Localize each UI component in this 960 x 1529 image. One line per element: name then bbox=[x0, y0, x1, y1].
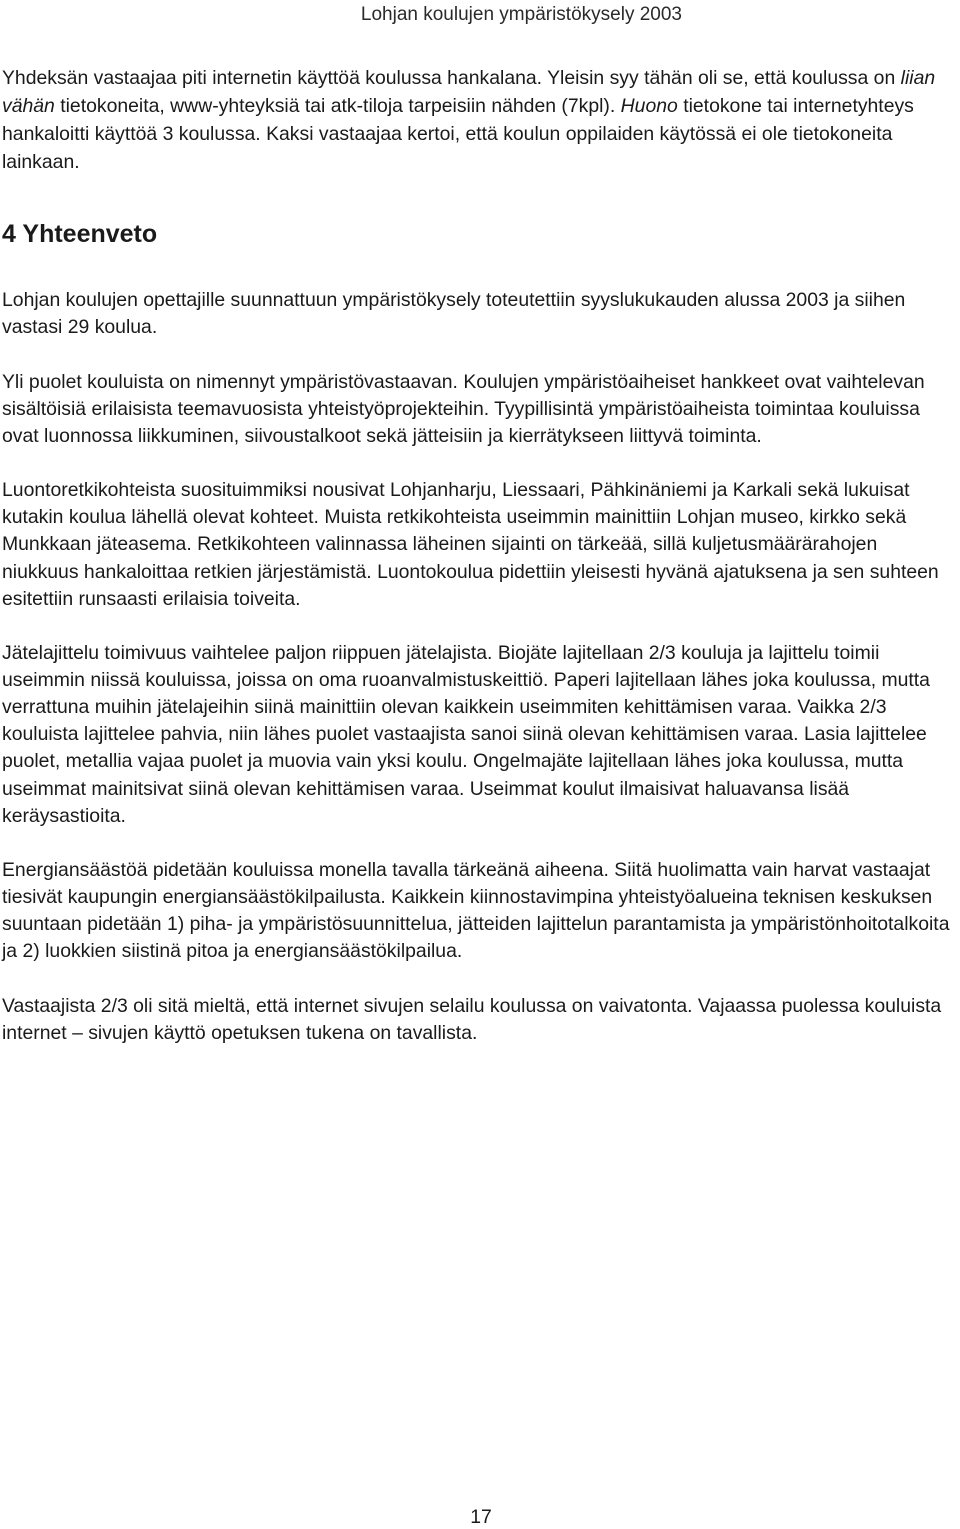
intro-text-3: tietokone tai internetyhteys hankaloitti käyttöä 3 koulussa. Kaksi vastaajaa kertoi, että koulun oppilaiden käytössä ei ole tietokoneita lainkaan. bbox=[2, 95, 914, 173]
summary-paragraph-2: Yli puolet kouluista on nimennyt ympäristövastaavan. Koulujen ympäristöaiheiset hankkeet ovat vaihtelevan sisältöisiä erilaisista teemavuosista yhteistyöprojekteihin. Tyypillisintä ympäristöaiheista toimintaa kouluissa ovat luonnossa liikkuminen, siivoustalkoot sekä jätteisiin ja kierrätykseen liittyvä toiminta. bbox=[2, 370, 925, 447]
intro-paragraph bbox=[2, 64, 952, 176]
intro-text-1: Yhdeksän vastaajaa piti internetin käyttöä koulussa hankalana. Yleisin syy tähän oli se, että koulussa on bbox=[2, 67, 901, 89]
page-number bbox=[0, 1506, 960, 1528]
intro-text-2: tietokoneita, www-yhteyksiä tai atk-tiloja tarpeisiin nähden (7kpl). bbox=[54, 95, 621, 117]
summary-paragraph-6: Vastaajista 2/3 oli sitä mieltä, että internet sivujen selailu koulussa on vaivatonta. Vajaassa puolessa kouluista internet – sivujen käyttö opetuksen tukena on tavallista. bbox=[2, 994, 942, 1045]
section-body bbox=[2, 287, 952, 1075]
summary-paragraph-5: Energiansäästöä pidetään kouluissa monella tavalla tärkeänä aiheena. Siitä huolimatta vain harvat vastaajat tiesivät kaupungin energiansäästökilpailusta. Kaikkein kiinnostavimpina yhteistyöalueina teknisen keskuksen suuntaan pidetään 1) piha- ja ympäristösuunnittelua, jätteiden lajittelun parantamista ja ympäristönhoitotalkoita ja 2) luokkien siistinä pitoa ja energiansäästökilpailua. bbox=[2, 859, 950, 963]
section-heading: 4 Yhteenveto bbox=[2, 220, 158, 248]
running-header: Lohjan koulujen ympäristökysely 2003 bbox=[360, 4, 682, 25]
summary-paragraph-3: Luontoretkikohteista suosituimmiksi nousivat Lohjanharju, Liessaari, Pähkinäniemi ja Karkali sekä lukuisat kutakin koulua lähellä olevat kohteet. Muista retkikohteista useimmin mainittiin Lohjan museo, kirkko sekä Munkkaan jäteasema. Retkikohteen valinnassa läheinen sijainti on tärkeää, sillä kuljetusmäärärahojen niukkuus hankaloittaa retkien järjestämistä. Luontokoulua pidettiin yleisesti hyvänä ajatuksena ja sen suhteen esitettiin runsaasti erilaisia toiveita. bbox=[2, 479, 939, 610]
intro-italic-1: liian vähän bbox=[2, 67, 936, 117]
page-content bbox=[2, 64, 952, 1045]
page-number-text: 17 bbox=[470, 1506, 492, 1528]
intro-italic-2: Huono bbox=[620, 95, 678, 117]
summary-paragraph-4: Jätelajittelu toimivuus vaihtelee paljon riippuen jätelajista. Biojäte lajitellaan 2/3 kouluja ja lajittelu toimii useimmin niissä kouluissa, joissa on oma ruoanvalmistuskeittiö. Paperi lajitellaan lähes joka koulussa, mutta verrattuna muihin jätelajeihin siinä mainittiin olevan kaikkein useimmiten kehittämisen varaa. Vaikka 2/3 kouluista lajittelee pahvia, niin lähes puolet vastaajista sanoi siinä olevan kehittämisen varaa. Lasia lajittelee puolet, metallia vajaa puolet ja muovia vain yksi koulu. Ongelmajäte lajitellaan lähes joka koulussa, mutta useimmat mainitsivat siinä olevan kehittämisen varaa. Useimmat koulut ilmaisivat haluavansa lisää keräysastioita. bbox=[2, 642, 930, 827]
summary-paragraph-1: Lohjan koulujen opettajille suunnattuun ympäristökysely toteutettiin syyslukukauden alussa 2003 ja siihen vastasi 29 koulua. bbox=[2, 289, 906, 339]
